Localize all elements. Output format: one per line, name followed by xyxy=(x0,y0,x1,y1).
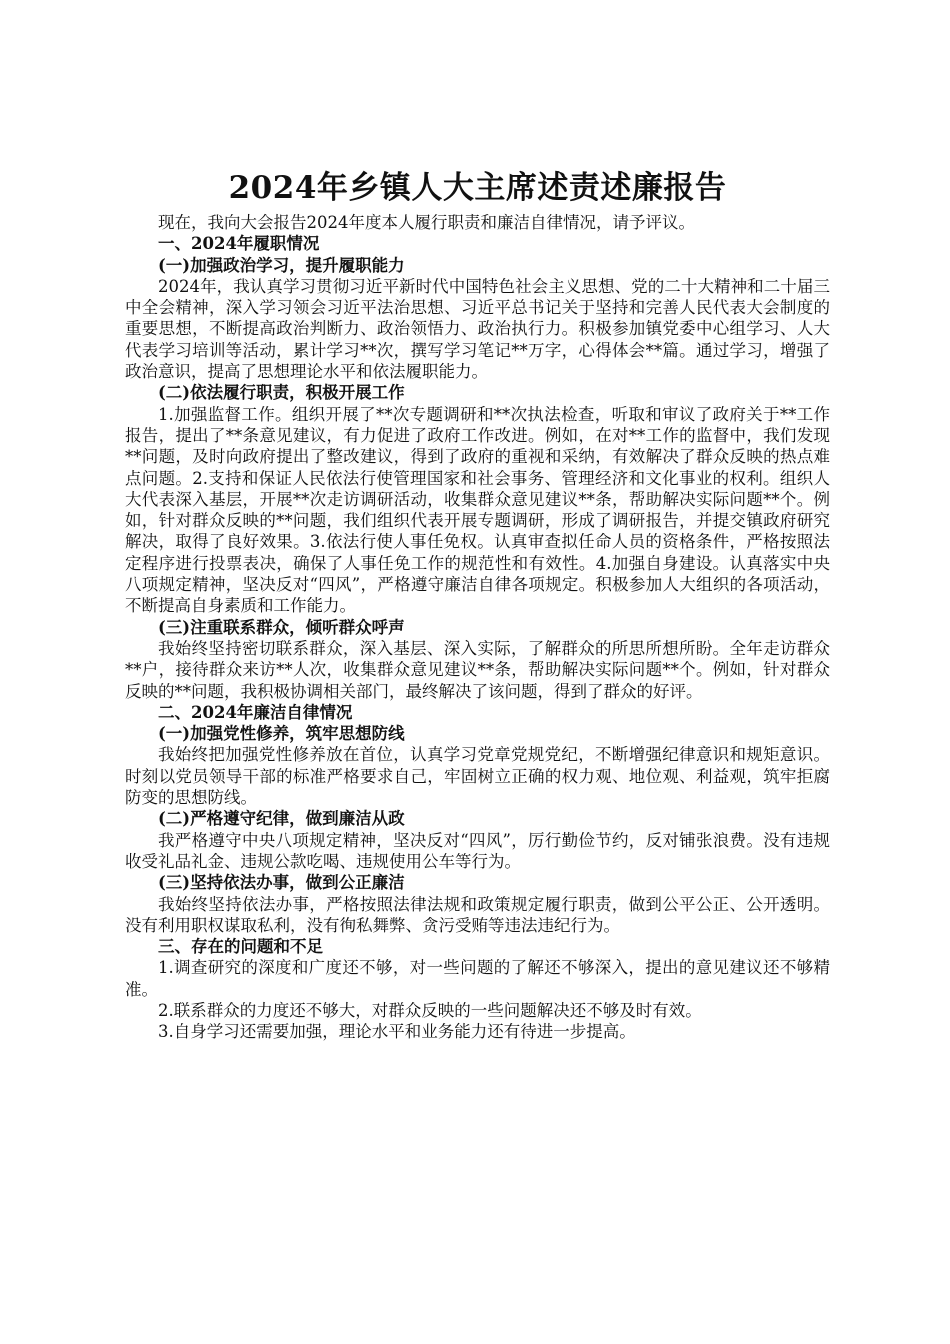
list-item: 3.自身学习还需要加强，理论水平和业务能力还有待进一步提高。 xyxy=(158,1022,636,1042)
subsection-heading-2-2: (二)严格遵守纪律，做到廉洁从政 xyxy=(158,809,405,829)
intro-paragraph: 现在，我向大会报告2024年度本人履行职责和廉洁自律情况，请予评议。 xyxy=(158,213,695,232)
section-heading-2: 二、2024年廉洁自律情况 xyxy=(158,702,353,722)
subsection-heading-2-1: (一)加强党性修养，筑牢思想防线 xyxy=(158,724,405,744)
body-paragraph: 2024年，我认真学习贯彻习近平新时代中国特色社会主义思想、党的二十大精神和二十届三中全会精神，深入学习领会习近平法治思想、习近平总书记关于坚持和完善人民代表大会制度的重要思想，不断提高政治判断力、政治领悟力、政治执行力。积极参加镇党委中心组学习、人大代表学习培训等活动，累计学习**次，撰写学习笔记**万字，心得体会**篇。通过学习，增强了政治意识，提高了思想理论水平和依法履职能力。 xyxy=(125,276,830,382)
body-paragraph: 我始终坚持密切联系群众，深入基层、深入实际，了解群众的所思所想所盼。全年走访群众**户，接待群众来访**人次，收集群众意见建议**条，帮助解决实际问题**个。例如，针对群众反映的**问题，我积极协调相关部门，最终解决了该问题，得到了群众的好评。 xyxy=(125,638,830,701)
subsection-heading-1-3: (三)注重联系群众，倾听群众呼声 xyxy=(158,617,405,637)
body-paragraph: 1.加强监督工作。组织开展了**次专题调研和**次执法检查，听取和审议了政府关于**工作报告，提出了**条意见建议，有力促进了政府工作改进。例如，在对**工作的监督中，我们发现**问题，及时向政府提出了整改建议，得到了政府的重视和采纳，有效解决了群众反映的热点难点问题。2.支持和保证人民依法行使管理国家和社会事务、管理经济和文化事业的权利。组织人大代表深入基层，开展**次走访调研活动，收集群众意见建议**条，帮助解决实际问题**个。例如，针对群众反映的**问题，我们组织代表开展专题调研，形成了调研报告，并提交镇政府研究解决，取得了良好效果。3.依法行使人事任免权。认真审查拟任命人员的资格条件，严格按照法定程序进行投票表决，确保了人事任免工作的规范性和有效性。4.加强自身建设。认真落实中央八项规定精神，坚决反对“四风”，严格遵守廉洁自律各项规定。积极参加人大组织的各项活动，不断提高自身素质和工作能力。 xyxy=(125,404,830,616)
body-paragraph: 我始终把加强党性修养放在首位，认真学习党章党规党纪，不断增强纪律意识和规矩意识。时刻以党员领导干部的标准严格要求自己，牢固树立正确的权力观、地位观、利益观，筑牢拒腐防变的思想防线。 xyxy=(125,745,830,808)
subsection-heading-1-1: (一)加强政治学习，提升履职能力 xyxy=(158,255,405,275)
body-paragraph: 我始终坚持依法办事，严格按照法律法规和政策规定履行职责，做到公平公正、公开透明。没有利用职权谋取私利，没有徇私舞弊、贪污受贿等违法违纪行为。 xyxy=(125,894,830,935)
list-item: 1.调查研究的深度和广度还不够，对一些问题的了解还不够深入，提出的意见建议还不够精准。 xyxy=(125,958,830,999)
subsection-heading-1-2: (二)依法履行职责，积极开展工作 xyxy=(158,383,405,403)
section-heading-3: 三、存在的问题和不足 xyxy=(158,937,323,957)
document-page xyxy=(125,166,830,1043)
section-heading-1: 一、2024年履职情况 xyxy=(158,234,320,254)
subsection-heading-2-3: (三)坚持依法办事，做到公正廉洁 xyxy=(158,873,405,893)
document-title: 2024年乡镇人大主席述责述廉报告 xyxy=(228,170,727,206)
body-paragraph: 我严格遵守中央八项规定精神，坚决反对“四风”，厉行勤俭节约，反对铺张浪费。没有违规收受礼品礼金、违规公款吃喝、违规使用公车等行为。 xyxy=(125,830,830,871)
list-item: 2.联系群众的力度还不够大，对群众反映的一些问题解决还不够及时有效。 xyxy=(158,1000,702,1020)
